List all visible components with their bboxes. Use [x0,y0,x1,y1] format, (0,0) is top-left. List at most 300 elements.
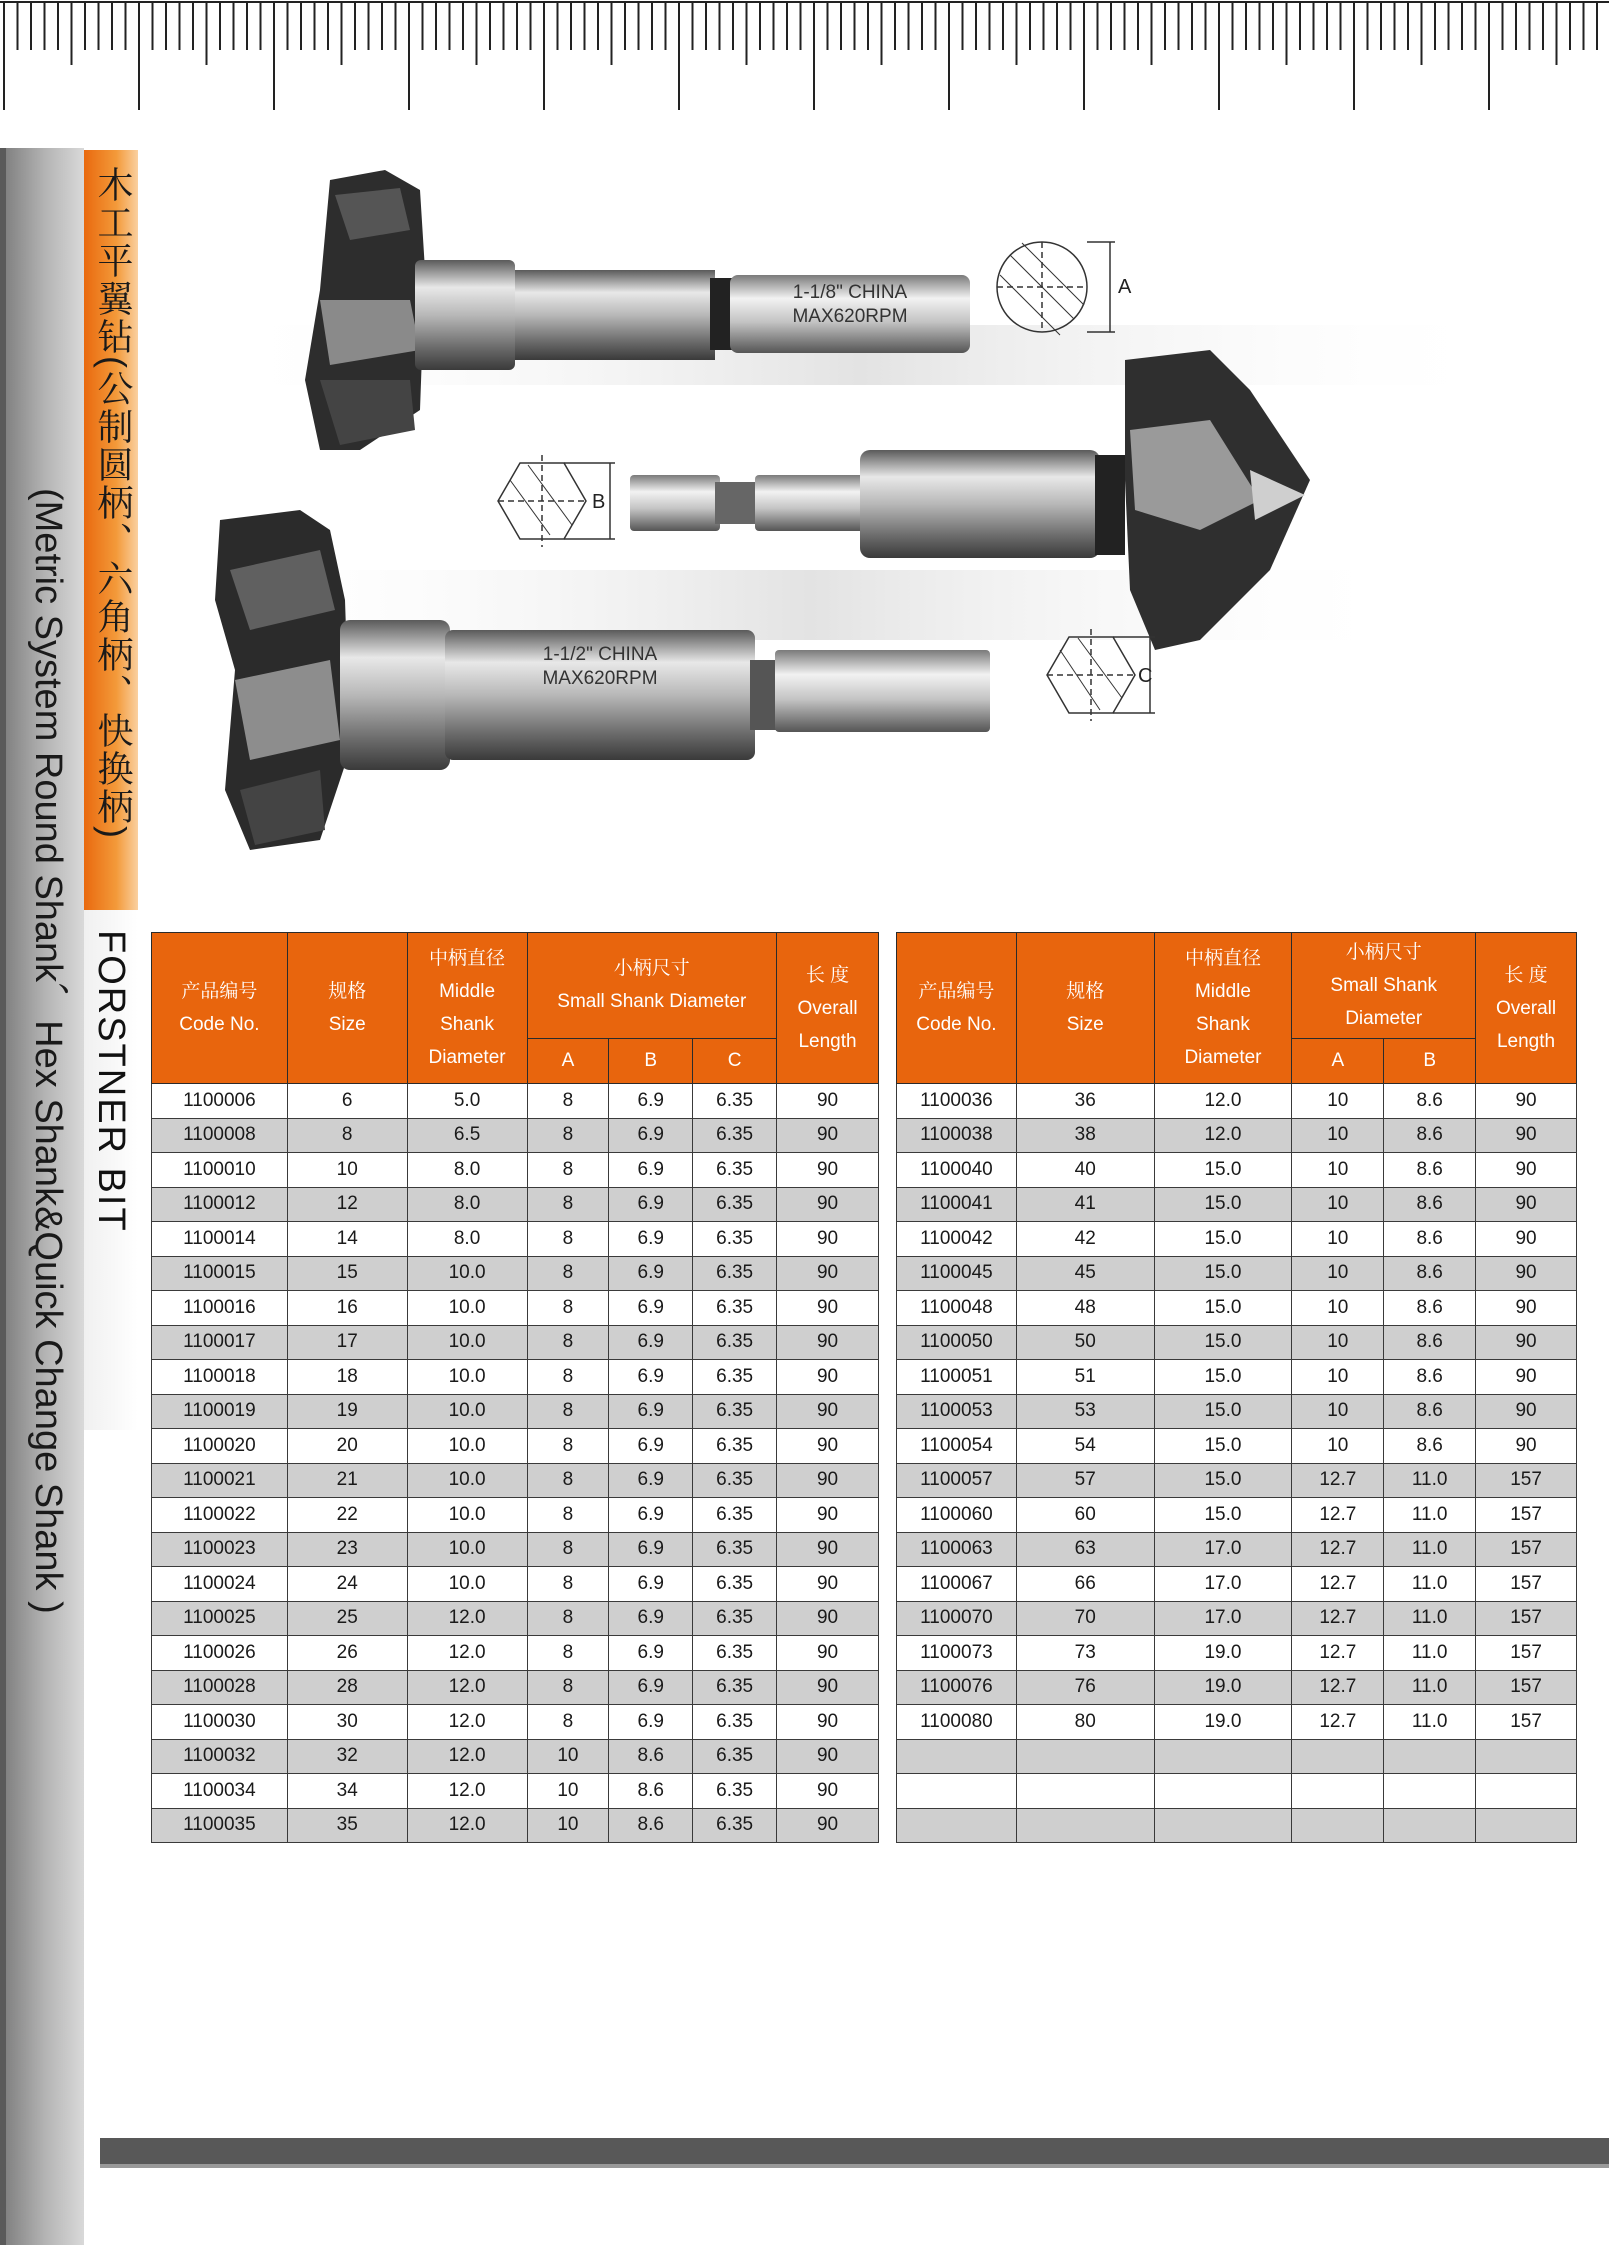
table-cell: 90 [1476,1084,1577,1119]
label-c: C [1138,665,1153,687]
table-cell: 90 [777,1084,879,1119]
table-cell: 6.35 [693,1601,777,1636]
table-cell: 12.7 [1292,1567,1384,1602]
header-size [1016,933,1154,1084]
header-text: Diameter [1345,1007,1423,1029]
table-cell: 1100020 [152,1429,288,1464]
table-row [897,1463,1577,1498]
table-cell: 6.35 [693,1532,777,1567]
table-cell: 8 [287,1118,407,1153]
table-cell: 8 [527,1567,609,1602]
table-cell: 6.9 [609,1118,693,1153]
table-cell: 8.6 [1384,1291,1476,1326]
table-cell: 42 [1016,1222,1154,1257]
table-cell: 15.0 [1154,1429,1292,1464]
table-cell: 6.35 [693,1256,777,1291]
table-cell: 6.35 [693,1153,777,1188]
table-cell: 12.7 [1292,1670,1384,1705]
header-a: A [1292,1038,1384,1083]
table-cell [897,1808,1017,1843]
header-text: 产品编号 [918,981,995,1002]
table-row [897,1774,1577,1809]
table-row [152,1636,879,1671]
table-cell: 1100076 [897,1670,1017,1705]
table-cell: 17 [287,1325,407,1360]
header-text: 规格 [328,981,367,1002]
table-cell: 30 [287,1705,407,1740]
table-cell: 12 [287,1187,407,1222]
table-cell: 8 [527,1153,609,1188]
table-cell: 12.7 [1292,1705,1384,1740]
table-cell: 54 [1016,1429,1154,1464]
table-cell: 90 [777,1670,879,1705]
header-text: Overall [1495,997,1557,1019]
table-cell [897,1774,1017,1809]
table-cell: 24 [287,1567,407,1602]
label-b: B [592,491,606,513]
table-row [152,1394,879,1429]
table-cell: 51 [1016,1360,1154,1395]
header-text: Size [1066,1014,1104,1035]
table-cell: 90 [777,1532,879,1567]
table-row [152,1360,879,1395]
table-cell: 8 [527,1636,609,1671]
table-cell: 90 [777,1774,879,1809]
table-cell: 6.35 [693,1325,777,1360]
table-cell: 1100015 [152,1256,288,1291]
table-cell: 1100032 [152,1739,288,1774]
table-row [152,1498,879,1533]
table-cell: 8 [527,1532,609,1567]
header-text: 中柄直径 [429,948,506,969]
table-cell: 1100073 [897,1636,1017,1671]
table-row [897,1222,1577,1257]
table-cell: 1100053 [897,1394,1017,1429]
table-cell: 1100040 [897,1153,1017,1188]
table-cell: 48 [1016,1291,1154,1326]
header-text: Overall [797,997,858,1019]
table-cell: 8 [527,1222,609,1257]
table-row [152,1118,879,1153]
table-row [152,1601,879,1636]
table-cell [1292,1739,1384,1774]
table-cell: 8.6 [1384,1084,1476,1119]
title-english: (Metric System Round Shank、Hex Shank&Quick Change Shank ) [27,488,69,1614]
table-cell: 21 [287,1463,407,1498]
table-cell: 8.6 [1384,1325,1476,1360]
table-cell: 11.0 [1384,1567,1476,1602]
table-cell: 6.35 [693,1429,777,1464]
table-cell: 6.9 [609,1670,693,1705]
table-cell [1154,1808,1292,1843]
table-cell: 6.9 [609,1567,693,1602]
table-cell: 1100008 [152,1118,288,1153]
table-cell [1292,1808,1384,1843]
header-middle-shank [1154,933,1292,1084]
table-cell: 6.35 [693,1567,777,1602]
table-cell: 20 [287,1429,407,1464]
table-cell: 90 [1476,1153,1577,1188]
table-cell: 6.9 [609,1498,693,1533]
table-cell: 6.9 [609,1153,693,1188]
table-cell: 8 [527,1394,609,1429]
table-cell: 10 [1292,1360,1384,1395]
table-cell: 6.9 [609,1325,693,1360]
table-cell: 90 [777,1498,879,1533]
table-cell: 8.6 [609,1774,693,1809]
table-cell: 23 [287,1532,407,1567]
table-cell: 6.35 [693,1360,777,1395]
table-cell: 8.6 [1384,1360,1476,1395]
table-cell: 15.0 [1154,1153,1292,1188]
table-cell: 90 [777,1808,879,1843]
header-small-shank [527,933,777,1039]
table-cell: 8.6 [609,1739,693,1774]
table-cell: 6.35 [693,1808,777,1843]
table-cell: 34 [287,1774,407,1809]
table-cell: 28 [287,1670,407,1705]
table-row [897,1670,1577,1705]
table-cell: 90 [777,1153,879,1188]
table-cell [1016,1808,1154,1843]
table-row [897,1705,1577,1740]
header-text: 长 度 [1504,964,1548,986]
table-cell: 1100067 [897,1567,1017,1602]
table-cell: 6.35 [693,1774,777,1809]
table-cell: 15 [287,1256,407,1291]
table-cell: 8.6 [1384,1187,1476,1222]
table-cell: 11.0 [1384,1705,1476,1740]
table-cell: 90 [1476,1360,1577,1395]
table-cell: 90 [777,1636,879,1671]
table-cell: 10.0 [407,1567,527,1602]
table-cell: 8 [527,1705,609,1740]
table-cell: 90 [1476,1429,1577,1464]
table-cell: 10.0 [407,1325,527,1360]
header-b: B [609,1038,693,1083]
header-text: Middle [439,981,496,1002]
table-cell: 6.9 [609,1429,693,1464]
table-cell: 8.6 [1384,1153,1476,1188]
header-text: 小柄尺寸 [1345,941,1422,963]
table-cell: 1100021 [152,1463,288,1498]
footer-bar-line [100,2164,1609,2168]
header-middle-shank [407,933,527,1084]
table-cell: 10.0 [407,1360,527,1395]
footer-bar [100,2138,1609,2164]
table-cell: 6.9 [609,1636,693,1671]
table-cell: 90 [777,1429,879,1464]
table-cell: 1100025 [152,1601,288,1636]
header-small-shank [1292,933,1476,1039]
table-cell: 10.0 [407,1429,527,1464]
table-row [152,1463,879,1498]
forstner-bit-round-shank [305,170,970,450]
table-cell: 73 [1016,1636,1154,1671]
table-cell [1384,1774,1476,1809]
table-cell: 36 [1016,1084,1154,1119]
table-cell: 10.0 [407,1256,527,1291]
table-cell: 32 [287,1739,407,1774]
table-cell: 12.0 [1154,1118,1292,1153]
table-cell: 157 [1476,1498,1577,1533]
table-cell: 90 [777,1463,879,1498]
table-cell: 45 [1016,1256,1154,1291]
header-text: Length [798,1030,857,1052]
table-row [897,1808,1577,1843]
table-cell: 10 [1292,1429,1384,1464]
table-cell: 6.9 [609,1601,693,1636]
table-cell: 10 [1292,1187,1384,1222]
table-cell: 6.9 [609,1394,693,1429]
table-cell: 10 [1292,1325,1384,1360]
table-cell: 8.6 [1384,1222,1476,1257]
table-row [897,1567,1577,1602]
table-cell: 6.9 [609,1187,693,1222]
table-cell: 1100042 [897,1222,1017,1257]
table-cell: 1100010 [152,1153,288,1188]
table-cell: 12.0 [407,1808,527,1843]
table-cell: 8 [527,1325,609,1360]
table-row [897,1153,1577,1188]
table-cell: 26 [287,1636,407,1671]
table-cell: 1100070 [897,1601,1017,1636]
table-cell: 76 [1016,1670,1154,1705]
table-cell: 15.0 [1154,1463,1292,1498]
table-cell [1476,1808,1577,1843]
header-text: Shank [1196,1014,1250,1035]
table-cell: 10.0 [407,1498,527,1533]
table-row [152,1739,879,1774]
table-row [897,1636,1577,1671]
table-cell: 12.7 [1292,1498,1384,1533]
table-row [152,1325,879,1360]
table-cell: 6.35 [693,1670,777,1705]
spec-table-right [896,932,1577,1843]
table-cell: 1100041 [897,1187,1017,1222]
header-b: B [1384,1038,1476,1083]
table-row [152,1532,879,1567]
table-cell: 90 [1476,1325,1577,1360]
table-cell: 8.0 [407,1187,527,1222]
title-chinese: 木工平翼钻(公制圆柄、六角柄、快换柄) [93,166,134,840]
table-cell: 6.9 [609,1360,693,1395]
table-cell: 12.0 [407,1705,527,1740]
table-cell: 19.0 [1154,1670,1292,1705]
table-cell: 25 [287,1601,407,1636]
table-cell: 6.35 [693,1222,777,1257]
table-cell [1476,1774,1577,1809]
table-cell: 15.0 [1154,1256,1292,1291]
table-cell: 90 [1476,1118,1577,1153]
table-cell: 8 [527,1360,609,1395]
product-name: FORSTNER BIT [90,930,132,1233]
table-cell: 8.6 [1384,1429,1476,1464]
bit3-marking-1: 1-1/2" CHINA [542,644,658,665]
table-row [897,1325,1577,1360]
table-cell: 1100026 [152,1636,288,1671]
table-cell: 6.9 [609,1463,693,1498]
table-cell: 10 [1292,1222,1384,1257]
table-cell: 1100036 [897,1084,1017,1119]
table-cell: 12.7 [1292,1601,1384,1636]
header-size [287,933,407,1084]
table-cell [1384,1808,1476,1843]
table-cell: 157 [1476,1636,1577,1671]
table-cell: 157 [1476,1601,1577,1636]
table-cell: 1100063 [897,1532,1017,1567]
table-cell: 1100060 [897,1498,1017,1533]
table-cell: 1100023 [152,1532,288,1567]
table-cell: 157 [1476,1670,1577,1705]
table-row [152,1670,879,1705]
table-cell: 6.9 [609,1256,693,1291]
table-cell: 1100048 [897,1291,1017,1326]
table-cell: 8 [527,1498,609,1533]
table-cell: 90 [777,1256,879,1291]
table-cell: 10.0 [407,1532,527,1567]
table-cell: 10 [527,1739,609,1774]
table-cell: 6.9 [609,1705,693,1740]
table-cell: 90 [777,1394,879,1429]
table-cell: 15.0 [1154,1187,1292,1222]
table-cell: 6.35 [693,1498,777,1533]
table-cell: 10 [1292,1291,1384,1326]
table-cell [1384,1739,1476,1774]
table-cell: 6.35 [693,1636,777,1671]
header-code-no [897,933,1017,1084]
table-cell: 8.6 [1384,1394,1476,1429]
table-cell [1016,1739,1154,1774]
side-gray-edge [0,148,6,2245]
table-cell: 15.0 [1154,1360,1292,1395]
table-row [152,1567,879,1602]
table-cell: 1100014 [152,1222,288,1257]
table-cell: 6.35 [693,1291,777,1326]
table-cell [1016,1774,1154,1809]
table-cell: 19 [287,1394,407,1429]
table-cell: 11.0 [1384,1636,1476,1671]
table-cell: 90 [777,1567,879,1602]
table-cell: 18 [287,1360,407,1395]
table-row [152,1153,879,1188]
table-cell: 90 [777,1291,879,1326]
header-text: Shank [440,1014,494,1035]
table-cell: 70 [1016,1601,1154,1636]
table-cell: 90 [777,1705,879,1740]
table-cell: 80 [1016,1705,1154,1740]
table-row [152,1187,879,1222]
table-cell: 15.0 [1154,1394,1292,1429]
header-text: 产品编号 [181,981,258,1002]
table-cell: 1100054 [897,1429,1017,1464]
table-cell: 6.9 [609,1084,693,1119]
table-cell: 8.6 [1384,1118,1476,1153]
table-cell: 8 [527,1291,609,1326]
table-cell: 38 [1016,1118,1154,1153]
table-cell: 57 [1016,1463,1154,1498]
header-text: Code No. [916,1014,997,1035]
table-cell: 17.0 [1154,1532,1292,1567]
table-cell [1154,1774,1292,1809]
table-cell: 15.0 [1154,1291,1292,1326]
table-cell: 1100006 [152,1084,288,1119]
table-cell: 1100035 [152,1808,288,1843]
table-cell: 1100024 [152,1567,288,1602]
table-cell: 90 [1476,1394,1577,1429]
table-cell: 12.0 [407,1601,527,1636]
table-cell: 90 [777,1118,879,1153]
table-row [897,1256,1577,1291]
table-row [152,1222,879,1257]
table-cell: 12.7 [1292,1636,1384,1671]
table-cell: 19.0 [1154,1636,1292,1671]
table-cell [1476,1739,1577,1774]
table-row [897,1739,1577,1774]
table-cell: 1100016 [152,1291,288,1326]
table-cell: 1100034 [152,1774,288,1809]
table-cell: 8 [527,1601,609,1636]
table-cell: 66 [1016,1567,1154,1602]
header-text: Code No. [179,1014,260,1035]
header-text: 小柄尺寸 [613,958,690,980]
table-cell: 10.0 [407,1394,527,1429]
table-cell: 6 [287,1084,407,1119]
table-cell: 15.0 [1154,1222,1292,1257]
table-cell: 63 [1016,1532,1154,1567]
table-cell: 5.0 [407,1084,527,1119]
table-row [897,1601,1577,1636]
table-cell: 11.0 [1384,1601,1476,1636]
table-cell: 6.35 [693,1084,777,1119]
table-cell: 12.0 [407,1636,527,1671]
table-row [152,1429,879,1464]
table-cell [897,1739,1017,1774]
header-text: 长 度 [805,964,850,986]
table-cell: 16 [287,1291,407,1326]
table-cell: 14 [287,1222,407,1257]
table-cell: 90 [777,1360,879,1395]
table-cell: 90 [777,1739,879,1774]
table-cell: 19.0 [1154,1705,1292,1740]
table-cell: 1100022 [152,1498,288,1533]
table-cell: 6.9 [609,1532,693,1567]
table-cell: 157 [1476,1532,1577,1567]
table-cell: 8 [527,1463,609,1498]
table-cell: 90 [777,1601,879,1636]
table-row [897,1394,1577,1429]
table-cell: 6.35 [693,1187,777,1222]
table-cell: 6.35 [693,1394,777,1429]
table-cell: 1100050 [897,1325,1017,1360]
header-text: Small Shank Diameter [557,991,747,1013]
table-cell: 12.0 [407,1670,527,1705]
table-row [152,1084,879,1119]
table-cell: 1100051 [897,1360,1017,1395]
table-cell: 10 [527,1774,609,1809]
table-cell: 12.0 [1154,1084,1292,1119]
table-cell: 90 [777,1222,879,1257]
table-cell: 17.0 [1154,1567,1292,1602]
table-cell: 8 [527,1429,609,1464]
table-cell: 6.5 [407,1118,527,1153]
table-cell: 1100038 [897,1118,1017,1153]
table-row [897,1532,1577,1567]
table-cell: 6.9 [609,1291,693,1326]
table-cell: 8.6 [609,1808,693,1843]
table-cell: 50 [1016,1325,1154,1360]
table-row [152,1705,879,1740]
